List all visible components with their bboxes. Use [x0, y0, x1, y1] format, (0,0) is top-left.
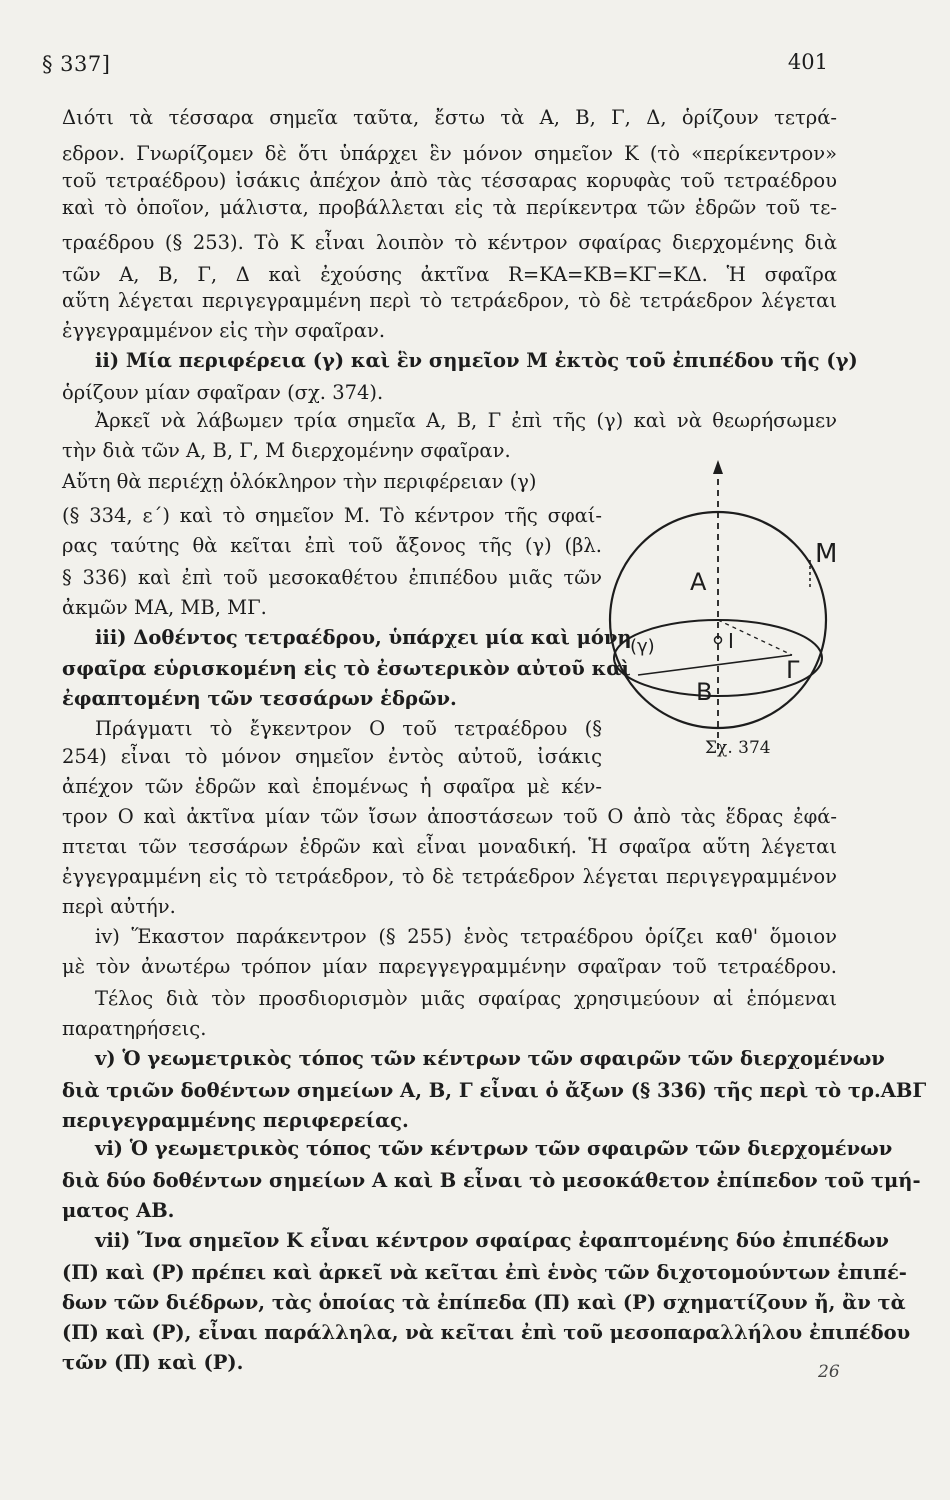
text-line: ματος ΑΒ. — [62, 1199, 175, 1222]
text-line: τραέδρου (§ 253). Τὸ Κ εἶναι λοιπὸν τὸ κέντρον σφαίρας διερχομένης διὰ — [62, 231, 837, 254]
text-line: iii) Δοθέντος τετραέδρου, ὑπάρχει μία καὶ μόνη — [95, 626, 632, 649]
text-line: τῶν Α, Β, Γ, Δ καὶ ἐχούσης ἀκτῖνα R=KA=KB=KΓ=KΔ. Ἡ σφαῖρα — [62, 263, 837, 286]
page-number: 401 — [787, 50, 828, 74]
signature-mark: 26 — [818, 1362, 840, 1382]
text-line: πτεται τῶν τεσσάρων ἑδρῶν καὶ εἶναι μοναδική. Ἡ σφαῖρα αὕτη λέγεται — [62, 835, 837, 858]
label-b: B — [696, 678, 713, 706]
text-line: (Π) καὶ (Ρ) πρέπει καὶ ἀρκεῖ νὰ κεῖται ἐπὶ ἑνὸς τῶν διχοτομούντων ἐπιπέ- — [62, 1261, 907, 1284]
label-a: A — [690, 568, 707, 596]
text-line: καὶ τὸ ὁποῖον, μάλιστα, προβάλλεται εἰς τὰ περίκεντρα τῶν ἑδρῶν τοῦ τε- — [62, 196, 837, 219]
text-line: διὰ δύο δοθέντων σημείων Α καὶ Β εἶναι τὸ μεσοκάθετον ἐπίπεδον τοῦ τμή- — [62, 1169, 921, 1192]
figure-caption: Σχ. 374 — [705, 738, 771, 758]
text-line: ὁρίζουν μίαν σφαῖραν (σχ. 374). — [62, 381, 384, 404]
text-line: Αὕτη θὰ περιέχῃ ὁλόκληρον τὴν περιφέρειαν (γ) — [62, 470, 537, 493]
sphere-diagram — [610, 450, 840, 770]
axis-arrow — [713, 460, 723, 474]
text-line: μὲ τὸν ἀνωτέρω τρόπον μίαν παρεγγεγραμμένην σφαῖραν τοῦ τετραέδρου. — [62, 955, 837, 978]
text-line: Διότι τὰ τέσσαρα σημεῖα ταῦτα, ἔστω τὰ Α, Β, Γ, Δ, ὁρίζουν τετρά- — [62, 106, 837, 129]
text-line: § 336) καὶ ἐπὶ τοῦ μεσοκαθέτου ἐπιπέδου μιᾶς τῶν — [62, 566, 602, 589]
figure-374 — [610, 450, 840, 770]
label-i: I — [728, 629, 734, 653]
text-line: παρατηρήσεις. — [62, 1017, 207, 1040]
text-line: ἐγγεγραμμένον εἰς τὴν σφαῖραν. — [62, 319, 386, 342]
text-line: ii) Μία περιφέρεια (γ) καὶ ἓν σημεῖον Μ ἐκτὸς τοῦ ἐπιπέδου τῆς (γ) — [95, 349, 858, 372]
text-line: vii) Ἵνα σημεῖον Κ εἶναι κέντρον σφαίρας ἐφαπτομένης δύο ἐπιπέδων — [95, 1229, 889, 1252]
text-line: εδρον. Γνωρίζομεν δὲ ὅτι ὑπάρχει ἓν μόνον σημεῖον Κ (τὸ «περίκεντρον» — [62, 142, 837, 165]
label-gamma: (γ) — [630, 636, 655, 657]
text-line: τῶν (Π) καὶ (Ρ). — [62, 1351, 244, 1374]
text-line: ἐγγεγραμμένη εἰς τὸ τετράεδρον, τὸ δὲ τετράεδρον λέγεται περιγεγραμμένον — [62, 865, 837, 888]
text-line: ρας ταύτης θὰ κεῖται ἐπὶ τοῦ ἄξονος τῆς (γ) (βλ. — [62, 534, 602, 557]
text-line: τρον Ο καὶ ἀκτῖνα μίαν τῶν ἴσων ἀποστάσεων τοῦ Ο ἀπὸ τὰς ἕδρας ἐφά- — [62, 805, 837, 828]
text-line: v) Ὁ γεωμετρικὸς τόπος τῶν κέντρων τῶν σφαιρῶν τῶν διερχομένων — [95, 1047, 885, 1070]
text-line: Ἀρκεῖ νὰ λάβωμεν τρία σημεῖα Α, Β, Γ ἐπὶ τῆς (γ) καὶ νὰ θεωρήσωμεν — [95, 409, 837, 432]
text-line: Τέλος διὰ τὸν προσδιορισμὸν μιᾶς σφαίρας χρησιμεύουν αἱ ἑπόμεναι — [95, 987, 837, 1010]
text-line: τὴν διὰ τῶν Α, Β, Γ, Μ διερχομένην σφαῖραν. — [62, 439, 511, 462]
text-line: περὶ αὐτήν. — [62, 895, 176, 918]
text-line: τοῦ τετραέδρου) ἰσάκις ἀπέχον ἀπὸ τὰς τέσσαρας κορυφὰς τοῦ τετραέδρου — [62, 169, 837, 192]
text-line: σφαῖρα εὑρισκομένη εἰς τὸ ἐσωτερικὸν αὐτοῦ καὶ — [62, 657, 631, 680]
text-line: (§ 334, ε΄) καὶ τὸ σημεῖον Μ. Τὸ κέντρον τῆς σφαί- — [62, 504, 602, 527]
text-line: διὰ τριῶν δοθέντων σημείων Α, Β, Γ εἶναι ὁ ἄξων (§ 336) τῆς περὶ τὸ τρ.ΑΒΓ — [62, 1079, 927, 1102]
text-line: Πράγματι τὸ ἔγκεντρον Ο τοῦ τετραέδρου (§ — [95, 717, 602, 740]
text-line: (Π) καὶ (Ρ), εἶναι παράλληλα, νὰ κεῖται ἐπὶ τοῦ μεσοπαραλλήλου ἐπιπέδου — [62, 1321, 911, 1344]
text-line: ἀκμῶν ΜΑ, ΜΒ, ΜΓ. — [62, 596, 267, 619]
text-line: ἀπέχον τῶν ἑδρῶν καὶ ἑπομένως ἡ σφαῖρα μὲ κέν- — [62, 775, 602, 798]
chord-line — [638, 655, 792, 675]
text-line: δων τῶν διέδρων, τὰς ὁποίας τὰ ἐπίπεδα (Π) καὶ (Ρ) σχηματίζουν ἤ, ἂν τὰ — [62, 1291, 906, 1314]
text-line: περιγεγραμμένης περιφερείας. — [62, 1109, 409, 1132]
text-line: αὕτη λέγεται περιγεγραμμένη περὶ τὸ τετράεδρον, τὸ δὲ τετράεδρον λέγεται — [62, 289, 837, 312]
label-m: M — [815, 539, 838, 569]
text-line: 254) εἶναι τὸ μόνον σημεῖον ἐντὸς αὐτοῦ, ἰσάκις — [62, 745, 602, 768]
text-line: ἐφαπτομένη τῶν τεσσάρων ἑδρῶν. — [62, 687, 457, 710]
section-header: § 337] — [42, 52, 111, 76]
label-g: Γ — [786, 656, 800, 684]
text-line: vi) Ὁ γεωμετρικὸς τόπος τῶν κέντρων τῶν σφαιρῶν τῶν διερχομένων — [95, 1137, 893, 1160]
text-line: iv) Ἕκαστον παράκεντρον (§ 255) ἑνὸς τετραέδρου ὁρίζει καθ' ὅμοιον — [95, 925, 837, 948]
